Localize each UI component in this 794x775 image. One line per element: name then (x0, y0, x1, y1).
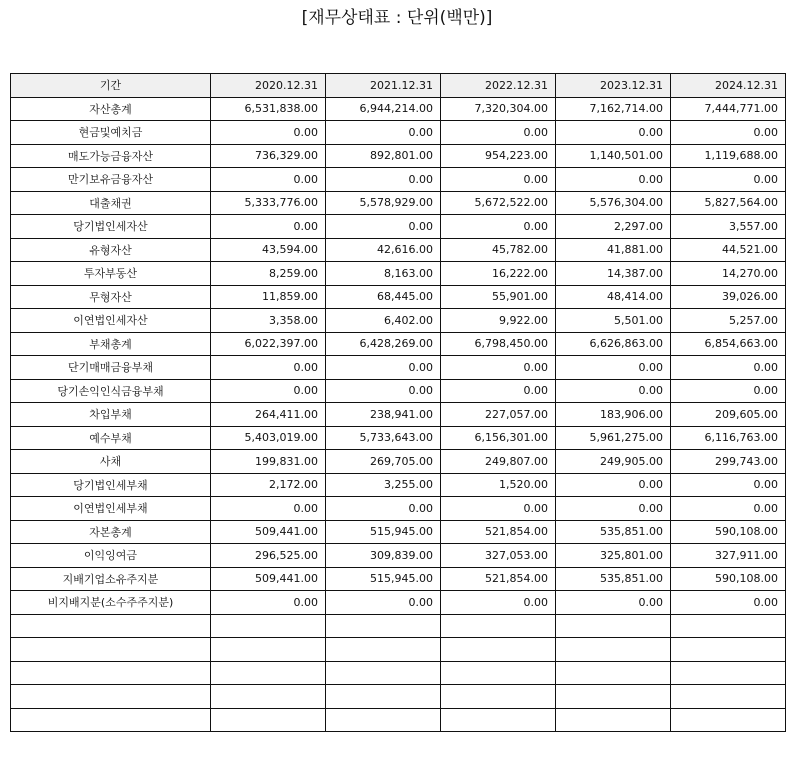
value-cell (556, 614, 671, 638)
value-cell: 41,881.00 (556, 238, 671, 262)
value-cell: 0.00 (326, 356, 441, 380)
value-cell (441, 638, 556, 662)
table-row (11, 638, 786, 662)
value-cell: 515,945.00 (326, 520, 441, 544)
value-cell: 43,594.00 (211, 238, 326, 262)
value-cell: 14,387.00 (556, 262, 671, 286)
table-row (11, 97, 786, 121)
value-cell: 1,140,501.00 (556, 144, 671, 168)
value-cell: 0.00 (671, 356, 786, 380)
row-label: 대출채권 (11, 191, 211, 215)
value-cell: 327,053.00 (441, 544, 556, 568)
column-header-date: 2022.12.31 (441, 74, 556, 98)
value-cell: 325,801.00 (556, 544, 671, 568)
value-cell: 0.00 (326, 215, 441, 239)
value-cell (326, 638, 441, 662)
table-row (11, 544, 786, 568)
value-cell: 9,922.00 (441, 309, 556, 333)
value-cell: 0.00 (556, 473, 671, 497)
value-cell: 0.00 (671, 168, 786, 192)
row-label: 지배기업소유주지분 (11, 567, 211, 591)
table-row (11, 614, 786, 638)
row-label: 무형자산 (11, 285, 211, 309)
value-cell: 515,945.00 (326, 567, 441, 591)
row-label: 비지배지분(소수주주지분) (11, 591, 211, 615)
row-label: 부채총계 (11, 332, 211, 356)
value-cell: 0.00 (441, 379, 556, 403)
value-cell: 0.00 (671, 497, 786, 521)
value-cell: 7,162,714.00 (556, 97, 671, 121)
value-cell: 0.00 (211, 379, 326, 403)
value-cell: 7,444,771.00 (671, 97, 786, 121)
row-label (11, 661, 211, 685)
row-label: 유형자산 (11, 238, 211, 262)
value-cell (556, 638, 671, 662)
value-cell: 1,119,688.00 (671, 144, 786, 168)
table-row (11, 403, 786, 427)
table-row (11, 215, 786, 239)
value-cell: 509,441.00 (211, 567, 326, 591)
value-cell: 0.00 (441, 591, 556, 615)
value-cell (211, 685, 326, 709)
table-header-row (11, 74, 786, 98)
value-cell: 8,259.00 (211, 262, 326, 286)
value-cell: 68,445.00 (326, 285, 441, 309)
row-label: 차입부채 (11, 403, 211, 427)
row-label: 이연법인세자산 (11, 309, 211, 333)
value-cell: 0.00 (556, 121, 671, 145)
value-cell (326, 614, 441, 638)
column-header-date: 2021.12.31 (326, 74, 441, 98)
row-label: 이연법인세부채 (11, 497, 211, 521)
value-cell (671, 638, 786, 662)
value-cell: 55,901.00 (441, 285, 556, 309)
value-cell (441, 708, 556, 732)
value-cell: 954,223.00 (441, 144, 556, 168)
value-cell: 2,172.00 (211, 473, 326, 497)
row-label (11, 708, 211, 732)
value-cell: 0.00 (671, 473, 786, 497)
value-cell: 5,501.00 (556, 309, 671, 333)
value-cell: 309,839.00 (326, 544, 441, 568)
column-header-date: 2024.12.31 (671, 74, 786, 98)
value-cell: 0.00 (556, 356, 671, 380)
value-cell (556, 661, 671, 685)
value-cell (211, 614, 326, 638)
value-cell (441, 614, 556, 638)
value-cell: 521,854.00 (441, 520, 556, 544)
column-header-date: 2023.12.31 (556, 74, 671, 98)
row-label: 자산총계 (11, 97, 211, 121)
value-cell: 0.00 (441, 215, 556, 239)
value-cell: 5,576,304.00 (556, 191, 671, 215)
table-row (11, 661, 786, 685)
value-cell (671, 708, 786, 732)
value-cell: 6,402.00 (326, 309, 441, 333)
value-cell: 0.00 (211, 497, 326, 521)
value-cell: 296,525.00 (211, 544, 326, 568)
value-cell: 5,403,019.00 (211, 426, 326, 450)
value-cell: 3,358.00 (211, 309, 326, 333)
value-cell: 0.00 (441, 497, 556, 521)
value-cell: 0.00 (441, 168, 556, 192)
column-header-date: 2020.12.31 (211, 74, 326, 98)
row-label (11, 614, 211, 638)
row-label (11, 638, 211, 662)
value-cell: 535,851.00 (556, 567, 671, 591)
row-label: 예수부채 (11, 426, 211, 450)
value-cell: 0.00 (326, 591, 441, 615)
value-cell: 0.00 (671, 379, 786, 403)
value-cell: 0.00 (326, 379, 441, 403)
value-cell: 45,782.00 (441, 238, 556, 262)
value-cell: 0.00 (326, 497, 441, 521)
value-cell: 590,108.00 (671, 567, 786, 591)
value-cell: 44,521.00 (671, 238, 786, 262)
value-cell: 3,255.00 (326, 473, 441, 497)
table-row (11, 238, 786, 262)
table-row (11, 685, 786, 709)
balance-sheet-table (10, 73, 786, 732)
value-cell: 0.00 (556, 497, 671, 521)
value-cell: 6,944,214.00 (326, 97, 441, 121)
value-cell: 42,616.00 (326, 238, 441, 262)
value-cell: 249,905.00 (556, 450, 671, 474)
value-cell: 0.00 (441, 121, 556, 145)
value-cell: 1,520.00 (441, 473, 556, 497)
row-label: 매도가능금융자산 (11, 144, 211, 168)
table-row (11, 168, 786, 192)
page-title: [재무상태표 : 단위(백만)] (301, 8, 493, 28)
table-row (11, 121, 786, 145)
value-cell: 0.00 (326, 121, 441, 145)
value-cell: 264,411.00 (211, 403, 326, 427)
table-row (11, 567, 786, 591)
table-row (11, 591, 786, 615)
value-cell (326, 685, 441, 709)
table-row (11, 473, 786, 497)
value-cell (556, 708, 671, 732)
row-label: 사채 (11, 450, 211, 474)
value-cell: 0.00 (441, 356, 556, 380)
value-cell: 0.00 (211, 356, 326, 380)
value-cell: 6,022,397.00 (211, 332, 326, 356)
value-cell: 736,329.00 (211, 144, 326, 168)
value-cell: 6,156,301.00 (441, 426, 556, 450)
value-cell: 5,333,776.00 (211, 191, 326, 215)
value-cell (211, 708, 326, 732)
value-cell: 249,807.00 (441, 450, 556, 474)
column-header-period: 기간 (11, 74, 211, 98)
value-cell: 0.00 (556, 379, 671, 403)
value-cell: 199,831.00 (211, 450, 326, 474)
row-label: 당기법인세부채 (11, 473, 211, 497)
row-label: 이익잉여금 (11, 544, 211, 568)
value-cell: 0.00 (671, 591, 786, 615)
value-cell: 5,257.00 (671, 309, 786, 333)
value-cell: 299,743.00 (671, 450, 786, 474)
value-cell (441, 685, 556, 709)
value-cell: 0.00 (556, 591, 671, 615)
value-cell: 6,531,838.00 (211, 97, 326, 121)
value-cell: 14,270.00 (671, 262, 786, 286)
value-cell: 6,798,450.00 (441, 332, 556, 356)
value-cell: 5,578,929.00 (326, 191, 441, 215)
value-cell (671, 685, 786, 709)
value-cell (211, 661, 326, 685)
table-row (11, 379, 786, 403)
value-cell: 227,057.00 (441, 403, 556, 427)
row-label: 현금및예치금 (11, 121, 211, 145)
table-row (11, 191, 786, 215)
row-label: 투자부동산 (11, 262, 211, 286)
value-cell: 11,859.00 (211, 285, 326, 309)
value-cell: 6,428,269.00 (326, 332, 441, 356)
value-cell: 5,827,564.00 (671, 191, 786, 215)
value-cell: 0.00 (556, 168, 671, 192)
value-cell: 590,108.00 (671, 520, 786, 544)
value-cell: 16,222.00 (441, 262, 556, 286)
row-label: 단기매매금융부채 (11, 356, 211, 380)
value-cell: 5,733,643.00 (326, 426, 441, 450)
value-cell: 8,163.00 (326, 262, 441, 286)
value-cell (441, 661, 556, 685)
value-cell (671, 661, 786, 685)
row-label (11, 685, 211, 709)
value-cell (671, 614, 786, 638)
table-row (11, 356, 786, 380)
table-row (11, 520, 786, 544)
value-cell (326, 708, 441, 732)
value-cell: 535,851.00 (556, 520, 671, 544)
value-cell: 7,320,304.00 (441, 97, 556, 121)
table-row (11, 497, 786, 521)
table-body (11, 97, 786, 732)
value-cell (326, 661, 441, 685)
table-row (11, 426, 786, 450)
table-row (11, 144, 786, 168)
table-row (11, 309, 786, 333)
value-cell: 0.00 (211, 168, 326, 192)
value-cell: 2,297.00 (556, 215, 671, 239)
value-cell: 0.00 (211, 215, 326, 239)
value-cell: 209,605.00 (671, 403, 786, 427)
value-cell: 39,026.00 (671, 285, 786, 309)
row-label: 당기손익인식금융부채 (11, 379, 211, 403)
value-cell: 6,854,663.00 (671, 332, 786, 356)
table-row (11, 332, 786, 356)
value-cell: 238,941.00 (326, 403, 441, 427)
value-cell: 892,801.00 (326, 144, 441, 168)
value-cell: 6,116,763.00 (671, 426, 786, 450)
value-cell: 5,961,275.00 (556, 426, 671, 450)
value-cell: 269,705.00 (326, 450, 441, 474)
row-label: 자본총계 (11, 520, 211, 544)
value-cell: 6,626,863.00 (556, 332, 671, 356)
value-cell: 183,906.00 (556, 403, 671, 427)
value-cell: 0.00 (671, 121, 786, 145)
row-label: 당기법인세자산 (11, 215, 211, 239)
value-cell (556, 685, 671, 709)
value-cell: 327,911.00 (671, 544, 786, 568)
value-cell: 509,441.00 (211, 520, 326, 544)
value-cell (211, 638, 326, 662)
value-cell: 0.00 (211, 591, 326, 615)
value-cell: 0.00 (211, 121, 326, 145)
value-cell: 48,414.00 (556, 285, 671, 309)
table-row (11, 262, 786, 286)
table-row (11, 708, 786, 732)
value-cell: 521,854.00 (441, 567, 556, 591)
value-cell: 5,672,522.00 (441, 191, 556, 215)
table-row (11, 285, 786, 309)
table-row (11, 450, 786, 474)
value-cell: 0.00 (326, 168, 441, 192)
row-label: 만기보유금융자산 (11, 168, 211, 192)
value-cell: 3,557.00 (671, 215, 786, 239)
